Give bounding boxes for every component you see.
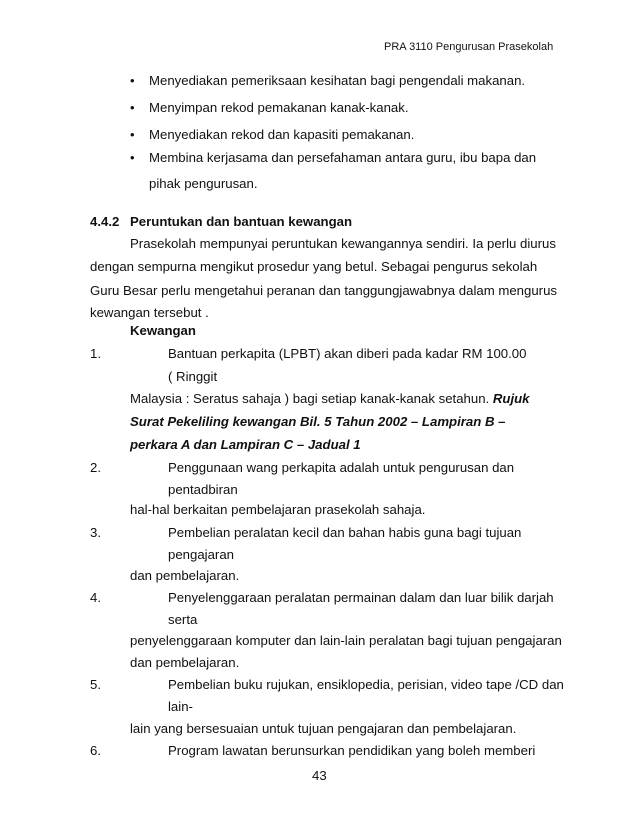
item-number: 2. [90,460,101,475]
bullet-item: Menyediakan pemeriksaan kesihatan bagi pengendali makanan. [149,73,526,88]
item-reference: Rujuk [492,391,530,406]
item-line: Penggunaan wang perkapita adalah untuk pengurusan dan [168,460,515,475]
item-reference: Surat Pekeliling kewangan Bil. 5 Tahun 2002 – Lampiran B – [130,414,506,429]
item-line [130,391,530,407]
item-reference: perkara A dan Lampiran C – Jadual 1 [130,437,361,452]
paragraph-line: Guru Besar perlu mengetahui peranan dan tanggungjawabnya dalam mengurus [90,283,558,298]
item-line: Program lawatan berunsurkan pendidikan yang boleh memberi [168,743,536,758]
item-line: lain- [168,699,193,714]
paragraph-line: Prasekolah mempunyai peruntukan kewangannya sendiri. Ia perlu diurus [130,236,556,251]
item-number: 1. [90,346,101,361]
bullet-dot: • [130,73,135,88]
item-line: Pembelian peralatan kecil dan bahan habis guna bagi tujuan [168,525,522,540]
paragraph-line: kewangan tersebut . [90,305,209,320]
item-line: ( Ringgit [168,369,218,384]
item-number: 3. [90,525,101,540]
bullet-dot: • [130,127,135,142]
section-number: 4.4.2 [90,214,120,229]
page-number: 43 [312,768,327,783]
item-line: dan pembelajaran. [130,655,240,670]
bullet-item: Menyediakan rekod dan kapasiti pemakanan. [149,127,415,142]
item-number: 5. [90,677,101,692]
item-text: Malaysia : Seratus sahaja ) bagi setiap kanak-kanak setahun. [130,391,493,406]
item-line: hal-hal berkaitan pembelajaran prasekolah sahaja. [130,502,426,517]
item-line: pentadbiran [168,482,238,497]
item-line: Bantuan perkapita (LPBT) akan diberi pada kadar RM 100.00 [168,346,527,361]
bullet-item-continuation: pihak pengurusan. [149,176,258,191]
section-title: Peruntukan dan bantuan kewangan [130,214,353,229]
item-line: dan pembelajaran. [130,568,240,583]
item-line: Penyelenggaraan peralatan permainan dalam dan luar bilik darjah [168,590,554,605]
item-line: serta [168,612,198,627]
bullet-item: Membina kerjasama dan persefahaman antara guru, ibu bapa dan [149,150,537,165]
bullet-item: Menyimpan rekod pemakanan kanak-kanak. [149,100,409,115]
bullet-dot: • [130,100,135,115]
item-number: 4. [90,590,101,605]
item-line: penyelenggaraan komputer dan lain-lain peralatan bagi tujuan pengajaran [130,633,562,648]
subheading: Kewangan [130,323,196,338]
paragraph-line: dengan sempurna mengikut prosedur yang betul. Sebagai pengurus sekolah [90,259,538,274]
item-line: Pembelian buku rujukan, ensiklopedia, perisian, video tape /CD dan [168,677,564,692]
item-line: pengajaran [168,547,234,562]
running-header: PRA 3110 Pengurusan Prasekolah [384,41,554,53]
item-number: 6. [90,743,101,758]
item-line: lain yang bersesuaian untuk tujuan pengajaran dan pembelajaran. [130,721,517,736]
bullet-dot: • [130,150,135,165]
